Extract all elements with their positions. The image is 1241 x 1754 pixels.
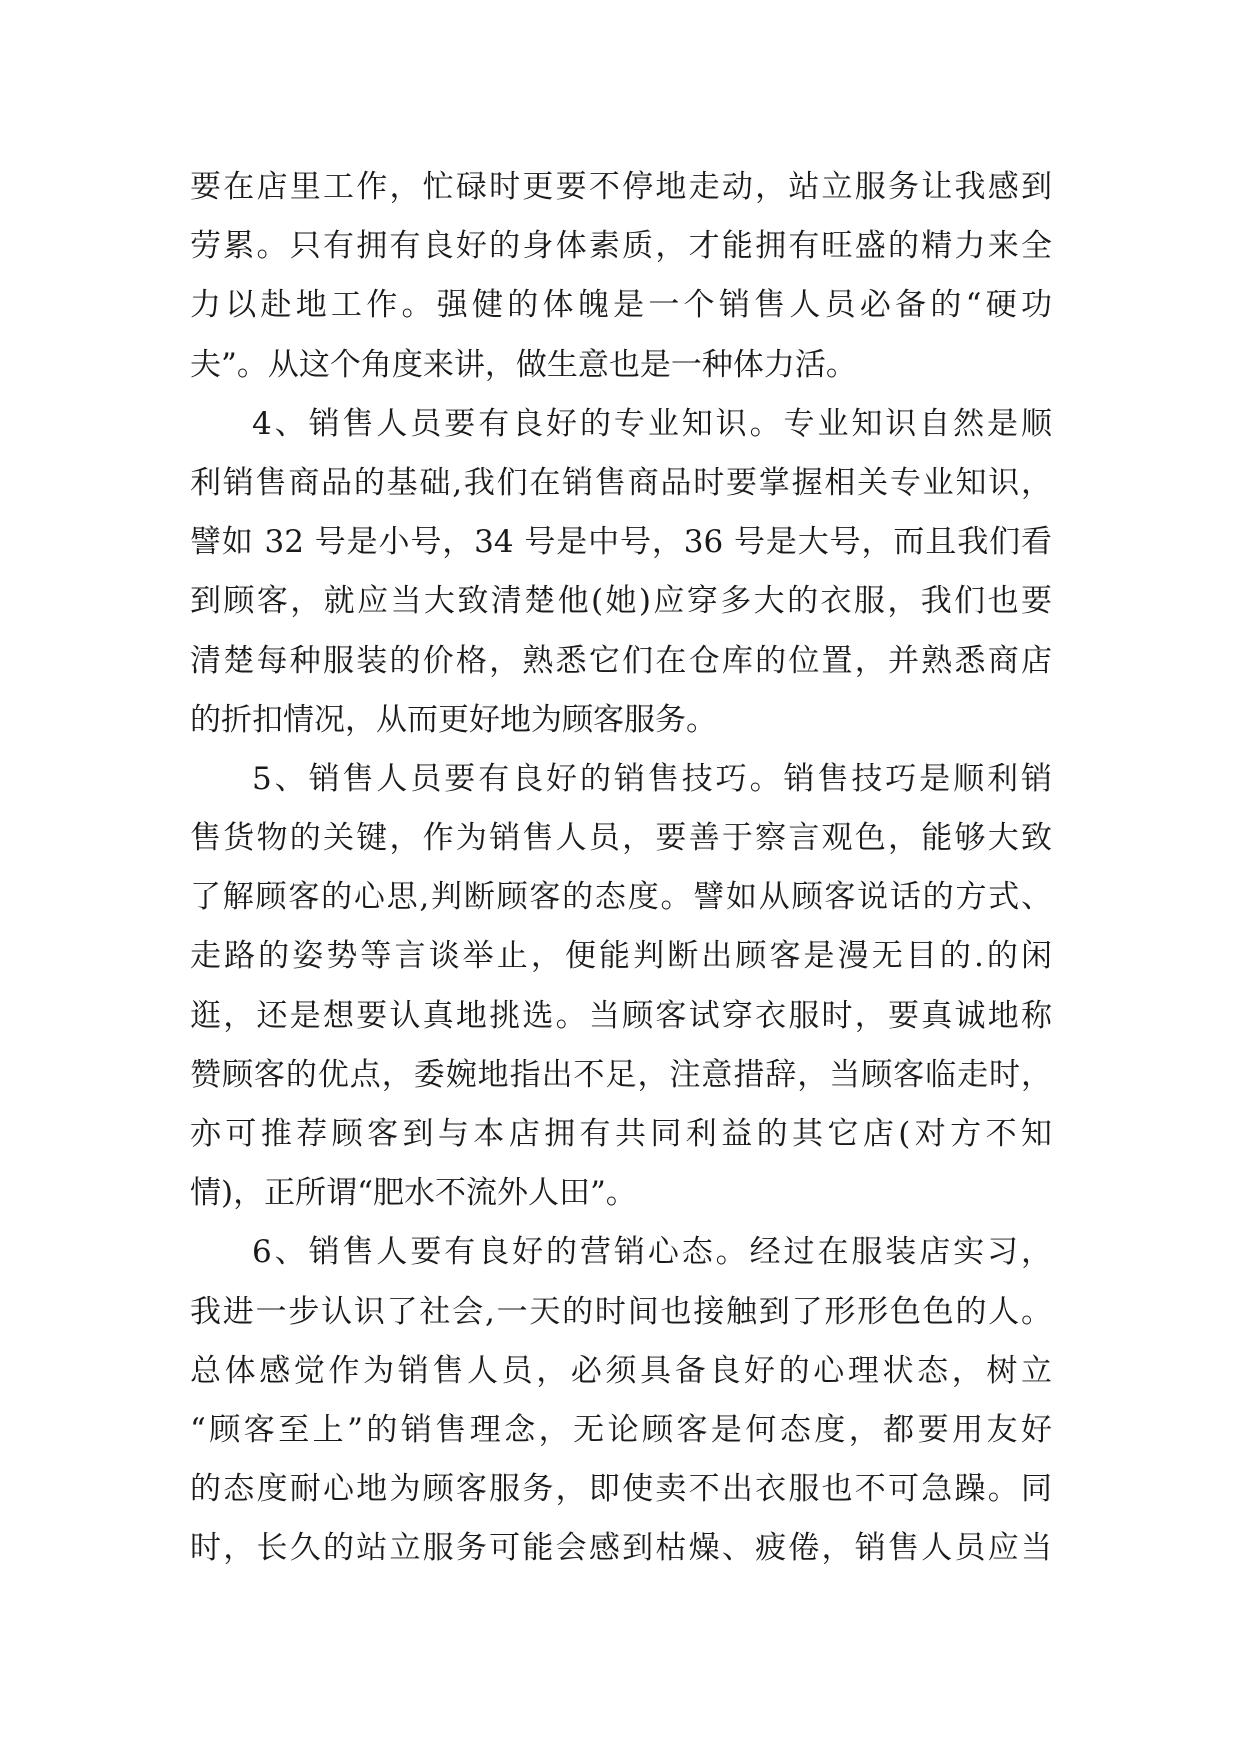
text-line: 了解顾客的心思,判断顾客的态度。譬如从顾客说话的方式、 bbox=[190, 879, 1052, 916]
text-line: 清楚每种服装的价格，熟悉它们在仓库的位置，并熟悉商店 bbox=[190, 642, 1052, 679]
text-line: 的折扣情况，从而更好地为顾客服务。 bbox=[190, 701, 717, 738]
text-line: 情)，正所谓“肥水不流外人田”。 bbox=[190, 1175, 637, 1212]
text-line: 6、销售人要有良好的营销心态。经过在服装店实习， bbox=[252, 1234, 1052, 1271]
body-text bbox=[190, 158, 1052, 1579]
text-line: 劳累。只有拥有良好的身体素质，才能拥有旺盛的精力来全 bbox=[190, 228, 1052, 265]
text-line: 我进一步认识了社会,一天的时间也接触到了形形色色的人。 bbox=[190, 1293, 1052, 1330]
text-line: 4、销售人员要有良好的专业知识。专业知识自然是顺 bbox=[252, 405, 1052, 442]
text-line: 利销售商品的基础,我们在销售商品时要掌握相关专业知识， bbox=[190, 464, 1052, 501]
text-line: 逛，还是想要认真地挑选。当顾客试穿衣服时，要真诚地称 bbox=[190, 997, 1052, 1034]
text-line: 要在店里工作，忙碌时更要不停地走动，站立服务让我感到 bbox=[190, 169, 1052, 205]
text-line: 5、销售人员要有良好的销售技巧。销售技巧是顺利销 bbox=[252, 760, 1052, 797]
text-line: 总体感觉作为销售人员，必须具备良好的心理状态，树立 bbox=[190, 1352, 1052, 1389]
text-line: 亦可推荐顾客到与本店拥有共同利益的其它店(对方不知 bbox=[190, 1116, 1052, 1152]
text-line: 到顾客，就应当大致清楚他(她)应穿多大的衣服，我们也要 bbox=[190, 583, 1052, 620]
text-line: 的态度耐心地为顾客服务，即使卖不出衣服也不可急躁。同 bbox=[190, 1471, 1052, 1508]
text-line: 赞顾客的优点，委婉地指出不足，注意措辞，当顾客临走时， bbox=[190, 1056, 1052, 1093]
text-line: 力以赴地工作。强健的体魄是一个销售人员必备的“硬功 bbox=[190, 287, 1052, 324]
text-line: 售货物的关键，作为销售人员，要善于察言观色，能够大致 bbox=[190, 820, 1052, 857]
text-line: “顾客至上”的销售理念，无论顾客是何态度，都要用友好 bbox=[190, 1411, 1052, 1448]
text-line: 譬如 32 号是小号，34 号是中号，36 号是大号，而且我们看 bbox=[190, 524, 1052, 561]
text-line: 走路的姿势等言谈举止，便能判断出顾客是漫无目的.的闲 bbox=[190, 938, 1052, 975]
text-line: 夫”。从这个角度来讲，做生意也是一种体力活。 bbox=[190, 346, 857, 383]
text-line: 时，长久的站立服务可能会感到枯燥、疲倦，销售人员应当 bbox=[190, 1530, 1052, 1567]
